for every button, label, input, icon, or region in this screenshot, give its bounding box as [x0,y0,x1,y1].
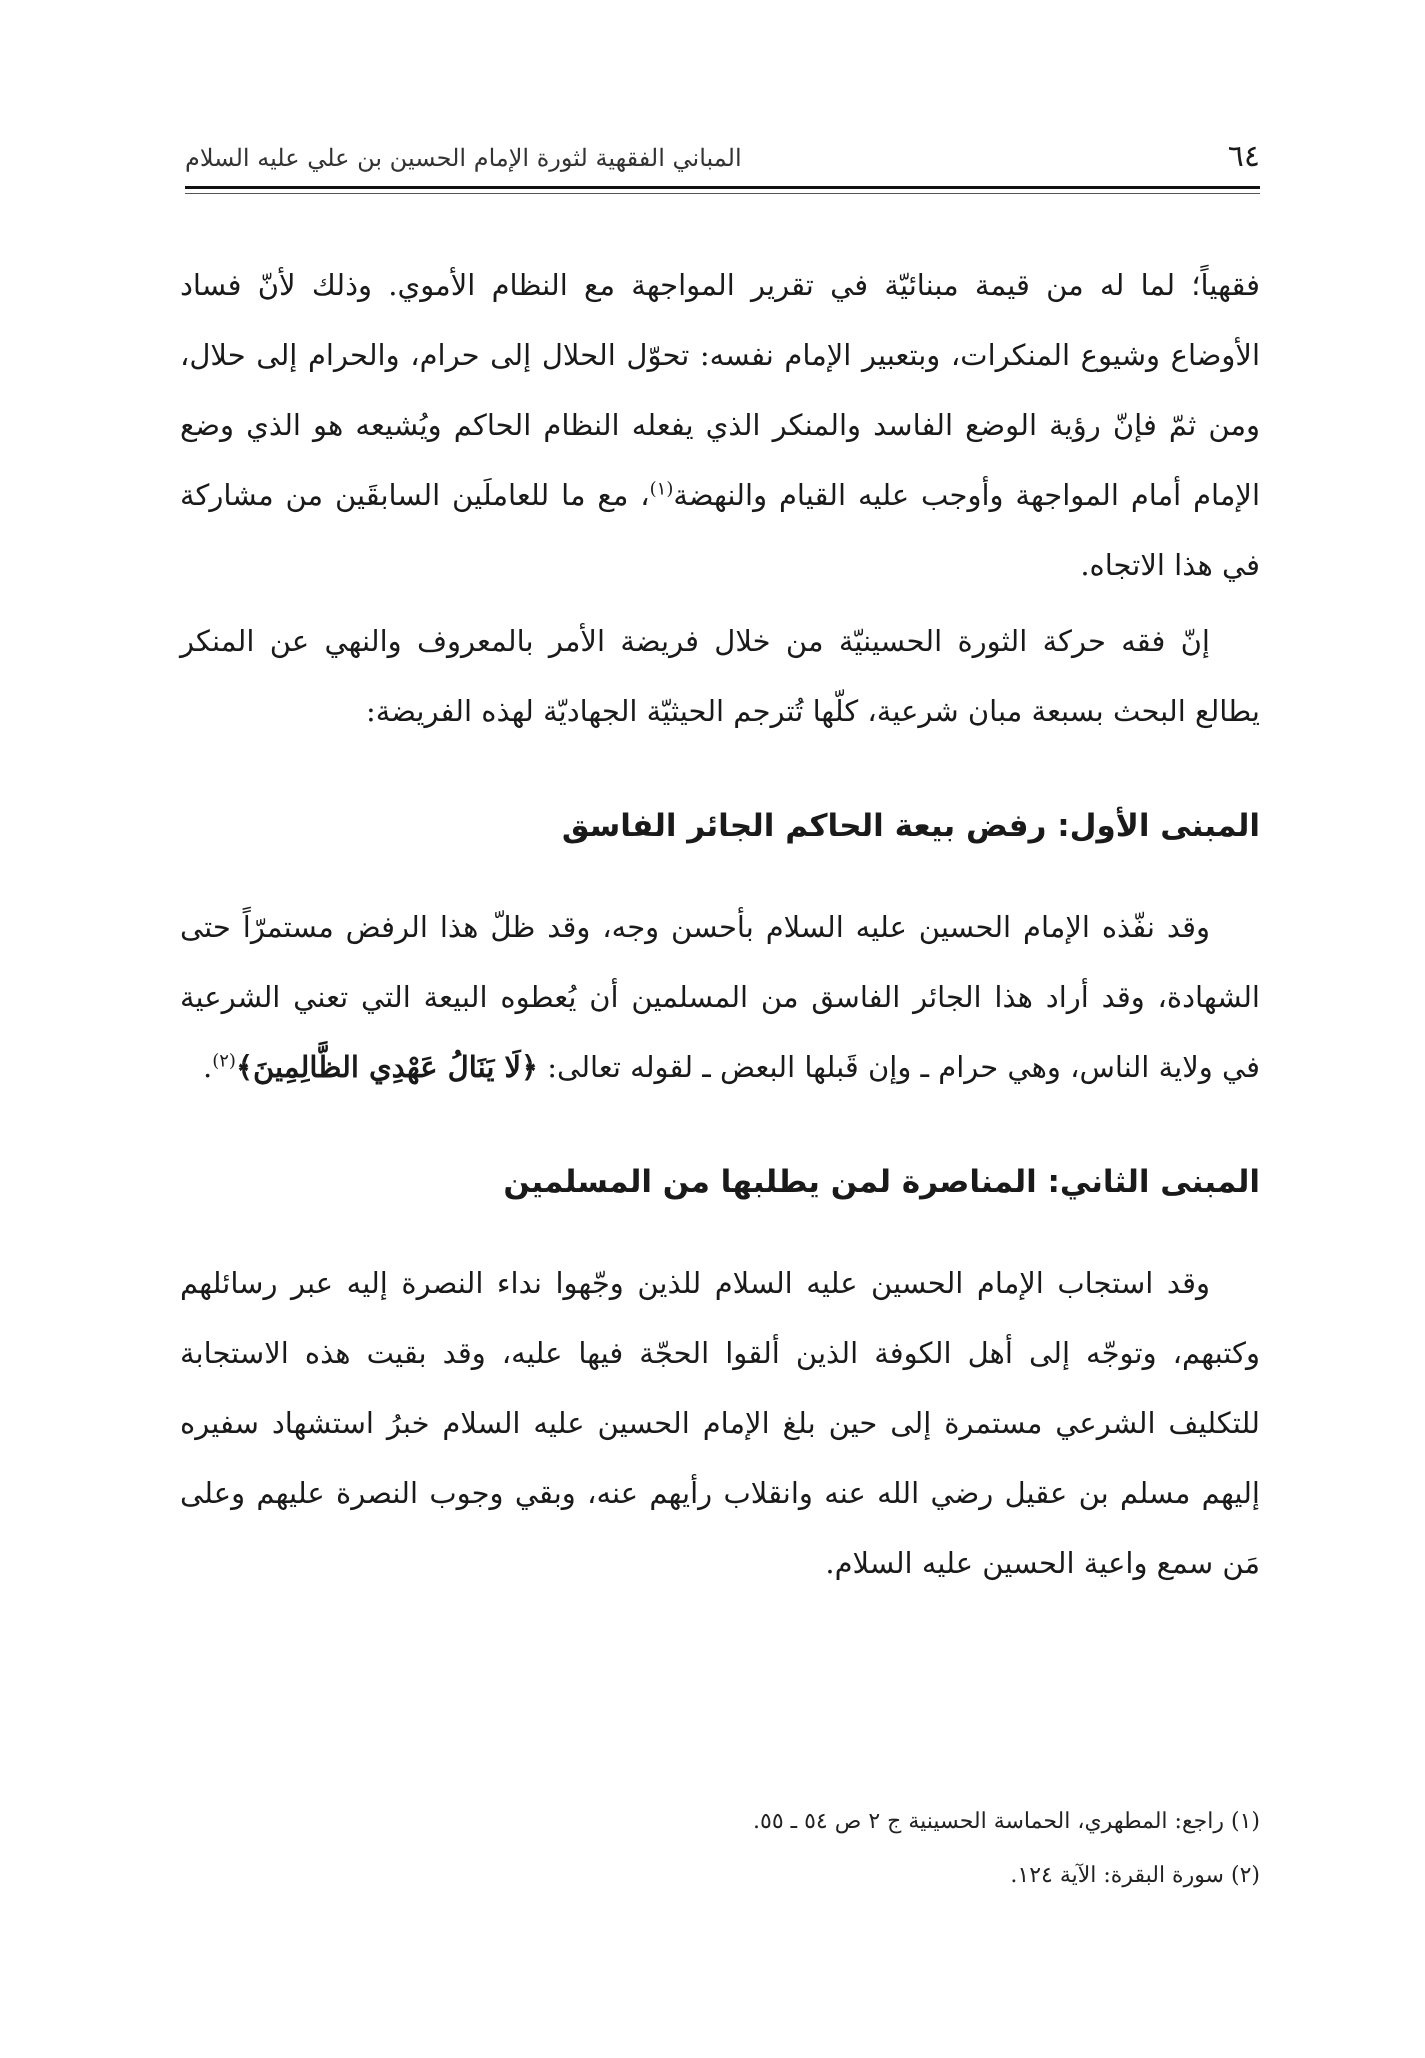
footnote-ref-1: (١) [649,478,674,500]
header-rule [185,186,1260,189]
footnote-ref-2: (٢) [212,1050,236,1072]
page-number: ٦٤ [1227,139,1260,174]
section-2-paragraph: وقد استجاب الإمام الحسين عليه السلام للذين وجّهوا نداء النصرة إليه عبر رسائلهم وكتبهم، وتوجّه إلى أهل الكوفة الذين ألقوا الحجّة فيها عليه، وقد بقيت هذه الاستجابة للتكليف الشرعي مستمرة إلى حين بلغ الإمام الحسين عليه السلام خبرُ استشهاد سفيره إليهم مسلم بن عقيل رضي الله عنه وانقلاب رأيهم عنه، وبقي وجوب النصرة عليهم وعلى مَن سمع واعية الحسين عليه السلام. [180,1266,1260,1580]
header-rule-thin [185,193,1260,194]
running-title: المباني الفقهية لثورة الإمام الحسين بن علي عليه السلام [185,144,742,172]
section-1-tail: . [203,1050,213,1084]
paragraph-seven-foundations: إنّ فقه حركة الثورة الحسينيّة من خلال فريضة الأمر بالمعروف والنهي عن المنكر يطالع البحث بسبعة مبان شرعية، كلّها تُترجم الحيثيّة الجهاديّة لهذه الفريضة: [180,624,1260,728]
paragraph-intro-text: فقهياً؛ لما له من قيمة مبنائيّة في تقرير المواجهة مع النظام الأموي. وذلك لأنّ فساد الأوضاع وشيوع المنكرات، وبتعبير الإمام نفسه: تحوّل الحلال إلى حرام، والحرام إلى حلال، ومن ثمّ فإنّ رؤية الوضع الفاسد والمنكر الذي يفعله النظام الحاكم ويُشيعه هو الذي وضع الإمام أمام المواجهة وأوجب عليه القيام والنهضة [180,268,1261,512]
section-heading-1: المبنى الأول: رفض بيعة الحاكم الجائر الفاسق [561,808,1260,844]
paragraph-intro-tail: ، مع ما للعاملَين السابقَين من مشاركة في هذا الاتجاه. [180,478,1260,582]
footnotes [180,1795,1260,1903]
paragraph-intro [180,250,1260,600]
section-1-paragraph [180,892,1260,1102]
quran-verse: ﴿لَا يَنَالُ عَهْدِي الظَّالِمِينَ﴾ [235,1050,539,1084]
section-1-text: وقد نفّذه الإمام الحسين عليه السلام بأحسن وجه، وقد ظلّ هذا الرفض مستمرّاً حتى الشهادة، وقد أراد هذا الجائر الفاسق من المسلمين أن يُعطوه البيعة التي تعني الشرعية في ولاية الناس، وهي حرام ـ وإن قَبلها البعض ـ لقوله تعالى: [180,910,1260,1084]
page-header [185,128,1260,178]
footnote-1: (١) راجع: المطهري، الحماسة الحسينية ج ٢ ص ٥٤ ـ ٥٥. [753,1809,1260,1834]
section-heading-2: المبنى الثاني: المناصرة لمن يطلبها من المسلمين [503,1164,1260,1200]
footnote-2: (٢) سورة البقرة: الآية ١٢٤. [1010,1863,1260,1888]
page-body [180,250,1260,1604]
